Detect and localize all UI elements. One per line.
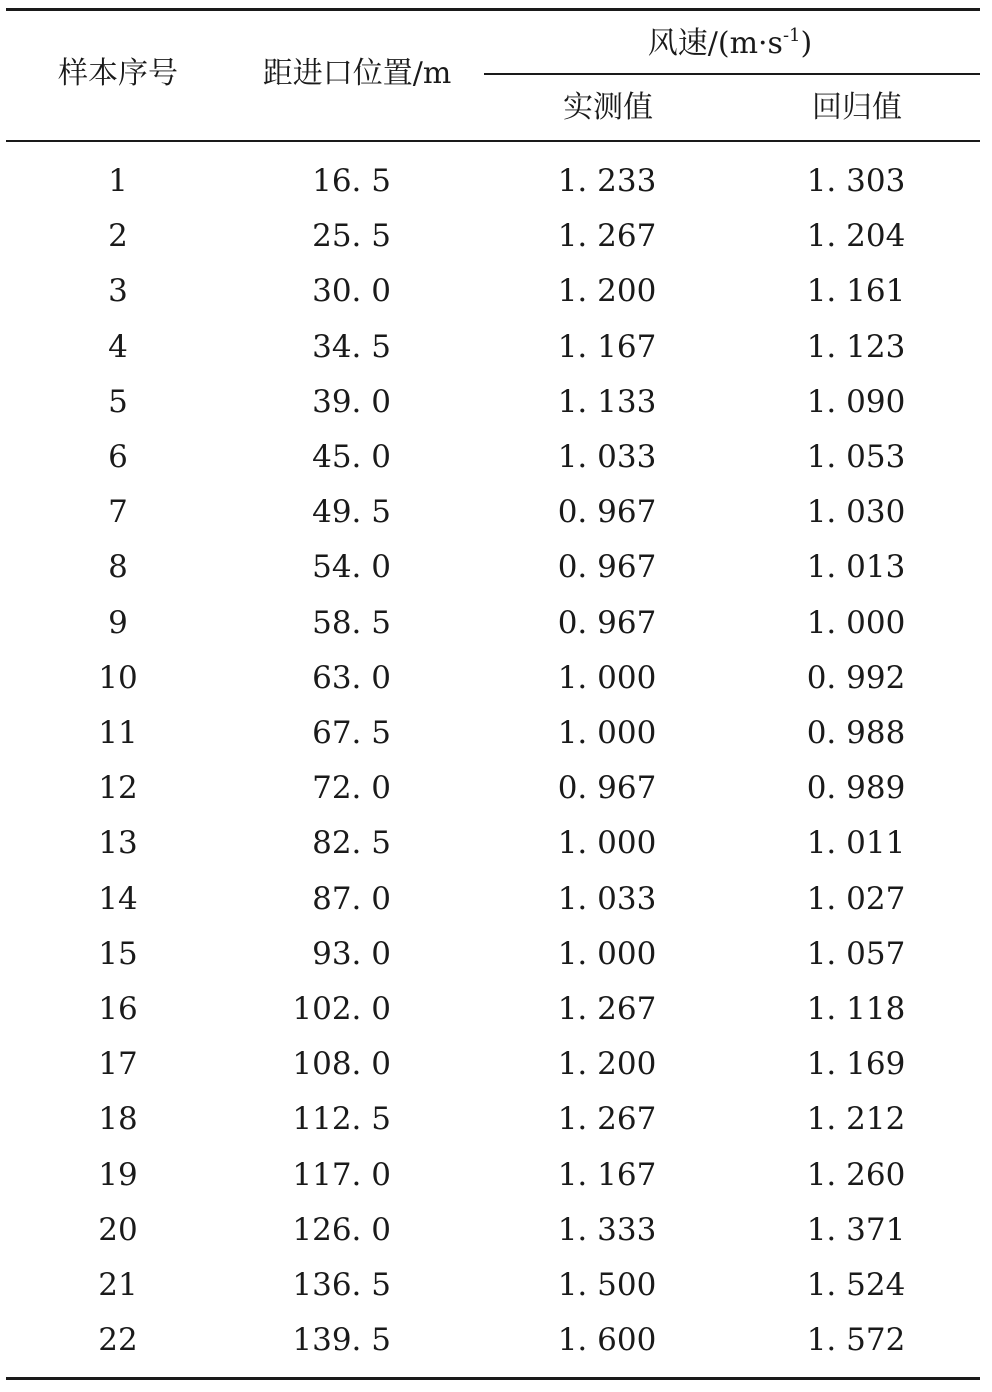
cell-regression: 1. 118	[806, 991, 906, 1027]
cell-measured: 0. 967	[557, 549, 657, 585]
cell-sample-no: 22	[98, 1322, 138, 1358]
cell-sample-no: 7	[108, 494, 128, 530]
cell-sample-no: 6	[108, 439, 128, 475]
cell-distance: 112. 5	[292, 1101, 391, 1137]
cell-measured: 1. 200	[557, 273, 657, 309]
cell-distance: 34. 5	[312, 329, 391, 365]
cell-regression: 1. 212	[806, 1101, 906, 1137]
cell-sample-no: 15	[98, 936, 138, 972]
cell-sample-no: 3	[108, 273, 128, 309]
cell-distance: 82. 5	[312, 825, 391, 861]
cell-distance: 25. 5	[312, 218, 391, 254]
cell-distance: 45. 0	[312, 439, 391, 475]
cell-regression: 0. 988	[806, 715, 906, 751]
cell-measured: 0. 967	[557, 494, 657, 530]
cell-measured: 1. 500	[557, 1267, 657, 1303]
cell-distance: 108. 0	[292, 1046, 391, 1082]
cell-regression: 1. 303	[806, 163, 906, 199]
cell-sample-no: 13	[98, 825, 138, 861]
cell-distance: 58. 5	[312, 605, 391, 641]
cell-regression: 1. 123	[806, 329, 906, 365]
cell-distance: 67. 5	[312, 715, 391, 751]
cell-sample-no: 14	[98, 881, 138, 917]
cell-regression: 1. 524	[806, 1267, 906, 1303]
cell-distance: 72. 0	[312, 770, 391, 806]
cell-sample-no: 4	[108, 329, 128, 365]
header-sample-no: 样本序号	[58, 56, 178, 91]
cell-sample-no: 1	[108, 163, 128, 199]
cell-measured: 1. 167	[557, 329, 657, 365]
cell-measured: 1. 200	[557, 1046, 657, 1082]
cell-sample-no: 21	[98, 1267, 138, 1303]
cell-sample-no: 11	[98, 715, 138, 751]
cell-distance: 136. 5	[292, 1267, 391, 1303]
cell-regression: 1. 371	[806, 1212, 906, 1248]
cell-distance: 63. 0	[312, 660, 391, 696]
cell-sample-no: 5	[108, 384, 128, 420]
cell-measured: 1. 000	[557, 660, 657, 696]
header-regression: 回归值	[812, 90, 902, 125]
cell-distance: 30. 0	[312, 273, 391, 309]
cell-distance: 93. 0	[312, 936, 391, 972]
cell-distance: 16. 5	[312, 163, 391, 199]
cell-distance: 117. 0	[292, 1157, 391, 1193]
header-measured: 实测值	[563, 90, 653, 125]
cell-sample-no: 2	[108, 218, 128, 254]
cell-distance: 49. 5	[312, 494, 391, 530]
cell-distance: 126. 0	[292, 1212, 391, 1248]
cell-measured: 1. 267	[557, 218, 657, 254]
cell-sample-no: 8	[108, 549, 128, 585]
cell-measured: 0. 967	[557, 605, 657, 641]
header-wind-speed-exponent: -1	[782, 25, 801, 46]
cell-measured: 1. 333	[557, 1212, 657, 1248]
header-wind-speed-suffix: )	[800, 26, 813, 61]
cell-sample-no: 17	[98, 1046, 138, 1082]
cell-regression: 1. 030	[806, 494, 906, 530]
cell-regression: 1. 053	[806, 439, 906, 475]
cell-measured: 1. 033	[557, 439, 657, 475]
cell-distance: 39. 0	[312, 384, 391, 420]
cell-regression: 1. 000	[806, 605, 906, 641]
cell-regression: 1. 204	[806, 218, 906, 254]
cell-measured: 1. 033	[557, 881, 657, 917]
cell-sample-no: 20	[98, 1212, 138, 1248]
cell-measured: 1. 167	[557, 1157, 657, 1193]
header-distance: 距进口位置/m	[262, 56, 452, 91]
cell-regression: 1. 260	[806, 1157, 906, 1193]
cell-regression: 1. 161	[806, 273, 906, 309]
cell-distance: 139. 5	[292, 1322, 391, 1358]
cell-regression: 1. 169	[806, 1046, 906, 1082]
cell-measured: 1. 133	[557, 384, 657, 420]
cell-sample-no: 16	[98, 991, 138, 1027]
cell-measured: 1. 000	[557, 936, 657, 972]
cell-measured: 1. 600	[557, 1322, 657, 1358]
cell-measured: 1. 000	[557, 825, 657, 861]
cell-sample-no: 12	[98, 770, 138, 806]
cell-measured: 1. 267	[557, 991, 657, 1027]
cell-measured: 0. 967	[557, 770, 657, 806]
cell-measured: 1. 267	[557, 1101, 657, 1137]
cell-regression: 0. 989	[806, 770, 906, 806]
cell-sample-no: 10	[98, 660, 138, 696]
cell-regression: 1. 013	[806, 549, 906, 585]
cell-regression: 1. 057	[806, 936, 906, 972]
cell-measured: 1. 233	[557, 163, 657, 199]
cell-regression: 0. 992	[806, 660, 906, 696]
cell-distance: 54. 0	[312, 549, 391, 585]
cell-regression: 1. 572	[806, 1322, 906, 1358]
cell-regression: 1. 027	[806, 881, 906, 917]
cell-sample-no: 19	[98, 1157, 138, 1193]
cell-regression: 1. 011	[806, 825, 906, 861]
header-wind-speed-prefix: 风速/(m·s	[647, 26, 783, 61]
cell-distance: 102. 0	[292, 991, 391, 1027]
cell-distance: 87. 0	[312, 881, 391, 917]
cell-sample-no: 9	[108, 605, 128, 641]
cell-measured: 1. 000	[557, 715, 657, 751]
table-bottom-rule	[6, 1377, 980, 1380]
cell-sample-no: 18	[98, 1101, 138, 1137]
cell-regression: 1. 090	[806, 384, 906, 420]
